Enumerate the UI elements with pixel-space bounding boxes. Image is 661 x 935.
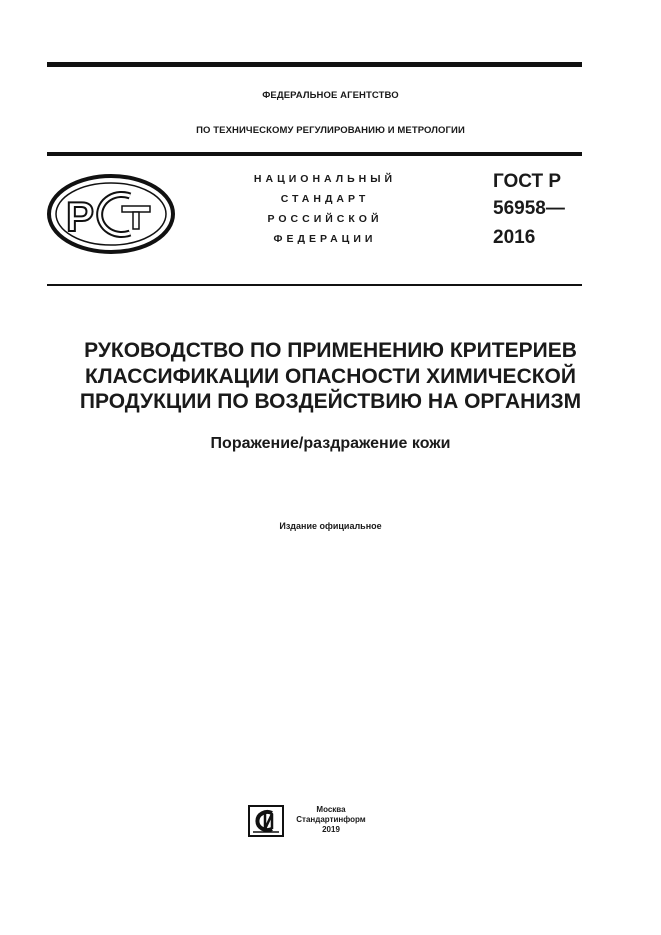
publisher-city: Москва <box>316 805 346 814</box>
agency-line-2: ПО ТЕХНИЧЕСКОМУ РЕГУЛИРОВАНИЮ И МЕТРОЛОГИИ <box>196 125 465 136</box>
national-line-1: НАЦИОНАЛЬНЫЙ <box>253 173 397 185</box>
publisher-year: 2019 <box>322 825 340 834</box>
gost-number: 56958— <box>493 198 565 219</box>
edition-label: Издание официальное <box>279 521 382 531</box>
national-line-2: СТАНДАРТ <box>280 193 370 205</box>
title-line-1: РУКОВОДСТВО ПО ПРИМЕНЕНИЮ КРИТЕРИЕВ <box>84 339 577 362</box>
rst-logo-icon <box>46 173 176 255</box>
national-line-4: ФЕДЕРАЦИИ <box>273 233 377 245</box>
gost-year: 2016 <box>493 227 536 248</box>
document-title <box>20 338 641 415</box>
national-line-3: РОССИЙСКОЙ <box>267 213 383 225</box>
document-subtitle: Поражение/раздражение кожи <box>210 435 451 452</box>
middle-rule <box>47 152 582 156</box>
publisher-name: Стандартинформ <box>296 815 366 824</box>
title-line-3: ПРОДУКЦИИ ПО ВОЗДЕЙСТВИЮ НА ОРГАНИЗМ <box>79 390 582 413</box>
bottom-rule <box>47 284 582 286</box>
agency-line-1: ФЕДЕРАЛЬНОЕ АГЕНТСТВО <box>262 90 399 101</box>
standartinform-logo-icon <box>248 805 284 837</box>
svg-text:Р: Р <box>66 193 95 240</box>
top-rule <box>47 62 582 67</box>
title-line-2: КЛАССИФИКАЦИИ ОПАСНОСТИ ХИМИЧЕСКОЙ <box>85 364 576 388</box>
gost-prefix: ГОСТ Р <box>493 171 562 192</box>
